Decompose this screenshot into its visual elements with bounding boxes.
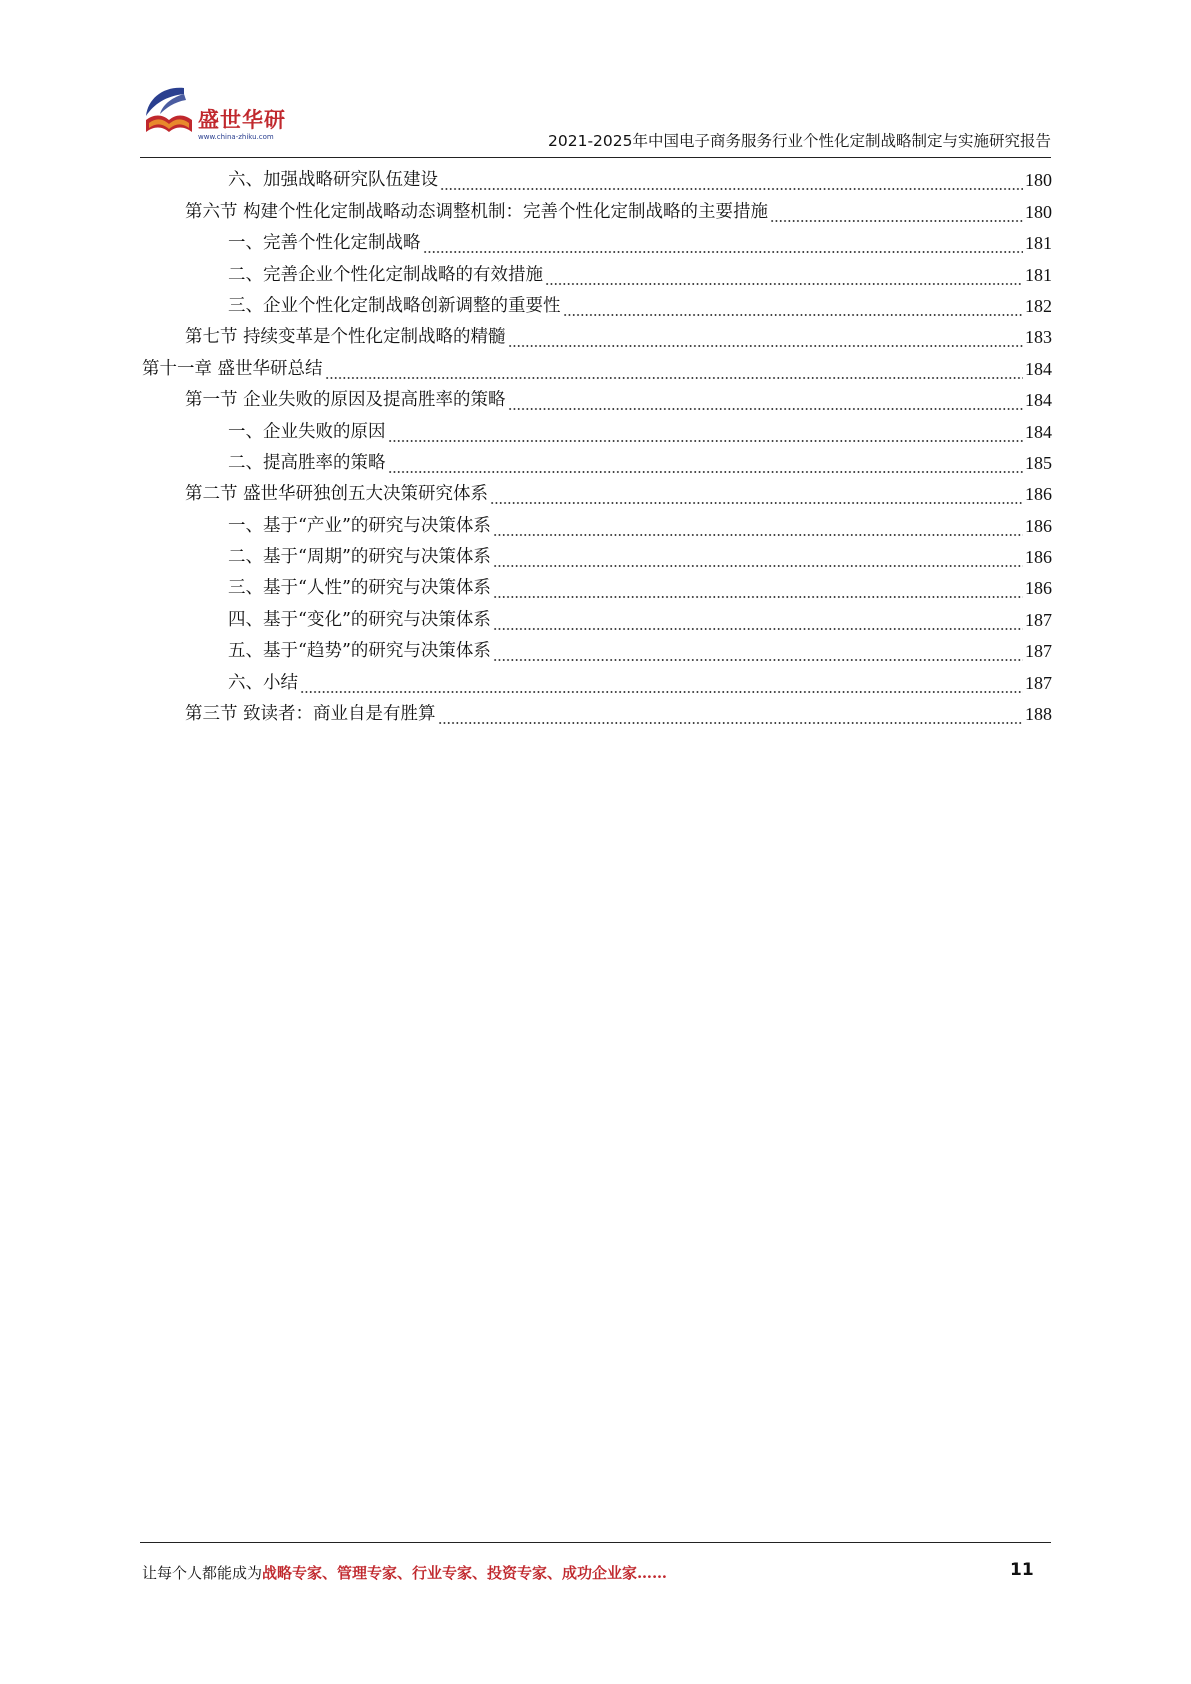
toc-entry-title: 五、基于“趋势”的研究与决策体系 xyxy=(228,641,491,662)
toc-entry[interactable] xyxy=(142,539,1052,570)
toc-entry[interactable] xyxy=(142,601,1052,632)
toc-entry-page: 184 xyxy=(1025,358,1052,379)
toc-entry-page: 185 xyxy=(1025,452,1052,473)
toc-entry-page: 184 xyxy=(1025,421,1052,442)
toc-entry-page: 181 xyxy=(1025,233,1052,254)
toc-entry[interactable] xyxy=(142,225,1052,256)
toc-entry-page: 188 xyxy=(1025,704,1052,725)
toc-entry-title: 一、完善个性化定制战略 xyxy=(228,233,421,254)
toc-entry[interactable] xyxy=(142,633,1052,664)
toc-entry-page: 180 xyxy=(1025,170,1052,191)
toc-entry[interactable] xyxy=(142,193,1052,224)
document-title: 2021-2025年中国电子商务服务行业个性化定制战略制定与实施研究报告 xyxy=(548,132,1051,150)
toc-entry[interactable] xyxy=(142,162,1052,193)
dot-leader xyxy=(493,576,1023,601)
toc-entry[interactable] xyxy=(142,256,1052,287)
toc-entry[interactable] xyxy=(142,696,1052,727)
toc-entry-title: 二、提高胜率的策略 xyxy=(228,452,386,473)
toc-entry-title: 第十一章 盛世华研总结 xyxy=(142,358,323,379)
book-swoosh-logo-icon xyxy=(140,84,200,144)
dot-leader xyxy=(440,168,1023,193)
dot-leader xyxy=(545,263,1023,288)
dot-leader xyxy=(563,294,1024,319)
toc-entry[interactable] xyxy=(142,570,1052,601)
toc-entry-page: 187 xyxy=(1025,672,1052,693)
table-of-contents xyxy=(142,162,1052,727)
toc-entry-title: 第七节 持续变革是个性化定制战略的精髓 xyxy=(185,327,506,348)
toc-entry[interactable] xyxy=(142,319,1052,350)
dot-leader xyxy=(508,388,1023,413)
toc-entry-page: 187 xyxy=(1025,609,1052,630)
footer-divider xyxy=(140,1542,1051,1543)
toc-entry[interactable] xyxy=(142,413,1052,444)
toc-entry-page: 186 xyxy=(1025,484,1052,505)
dot-leader xyxy=(770,200,1023,225)
toc-entry-title: 一、企业失败的原因 xyxy=(228,421,386,442)
toc-entry-title: 三、基于“人性”的研究与决策体系 xyxy=(228,578,491,599)
toc-entry-title: 一、基于“产业”的研究与决策体系 xyxy=(228,515,491,536)
brand-logo xyxy=(140,78,310,150)
header-divider xyxy=(140,157,1051,158)
dot-leader xyxy=(493,608,1023,633)
toc-entry[interactable] xyxy=(142,288,1052,319)
dot-leader xyxy=(493,639,1023,664)
toc-entry-page: 186 xyxy=(1025,547,1052,568)
dot-leader xyxy=(325,357,1023,382)
logo-url: www.china-zhiku.com xyxy=(198,133,274,141)
toc-entry-title: 第二节 盛世华研独创五大决策研究体系 xyxy=(185,484,489,505)
toc-entry-page: 187 xyxy=(1025,641,1052,662)
toc-entry[interactable] xyxy=(142,507,1052,538)
toc-entry-page: 181 xyxy=(1025,264,1052,285)
toc-entry-title: 六、加强战略研究队伍建设 xyxy=(228,170,438,191)
dot-leader xyxy=(300,671,1023,696)
toc-entry-title: 二、基于“周期”的研究与决策体系 xyxy=(228,547,491,568)
toc-entry-title: 三、企业个性化定制战略创新调整的重要性 xyxy=(228,295,561,316)
toc-entry-page: 186 xyxy=(1025,578,1052,599)
dot-leader xyxy=(423,231,1024,256)
dot-leader xyxy=(438,702,1023,727)
footer-slogan xyxy=(142,1562,667,1583)
dot-leader xyxy=(508,325,1023,350)
logo-name: 盛世华研 xyxy=(198,108,286,132)
toc-entry-page: 186 xyxy=(1025,515,1052,536)
toc-entry-title: 四、基于“变化”的研究与决策体系 xyxy=(228,609,491,630)
dot-leader xyxy=(490,482,1023,507)
toc-entry-title: 第三节 致读者：商业自是有胜算 xyxy=(185,704,436,725)
dot-leader xyxy=(493,514,1023,539)
toc-entry-title: 第一节 企业失败的原因及提高胜率的策略 xyxy=(185,390,506,411)
toc-entry[interactable] xyxy=(142,664,1052,695)
toc-entry-page: 184 xyxy=(1025,390,1052,411)
toc-entry-title: 六、小结 xyxy=(228,672,298,693)
toc-entry-page: 182 xyxy=(1025,295,1052,316)
slogan-prefix: 让每个人都能成为 xyxy=(142,1564,263,1582)
toc-entry[interactable] xyxy=(142,445,1052,476)
toc-entry-title: 第六节 构建个性化定制战略动态调整机制：完善个性化定制战略的主要措施 xyxy=(185,201,769,222)
page-header xyxy=(140,78,1051,158)
page-number: 11 xyxy=(1010,1560,1034,1580)
slogan-highlight: 战略专家、管理专家、行业专家、投资专家、成功企业家…… xyxy=(262,1564,668,1582)
dot-leader xyxy=(493,545,1023,570)
dot-leader xyxy=(388,451,1024,476)
toc-entry[interactable] xyxy=(142,476,1052,507)
toc-entry-title: 二、完善企业个性化定制战略的有效措施 xyxy=(228,264,543,285)
toc-entry[interactable] xyxy=(142,382,1052,413)
toc-entry[interactable] xyxy=(142,350,1052,381)
dot-leader xyxy=(388,420,1024,445)
toc-entry-page: 183 xyxy=(1025,327,1052,348)
toc-entry-page: 180 xyxy=(1025,201,1052,222)
